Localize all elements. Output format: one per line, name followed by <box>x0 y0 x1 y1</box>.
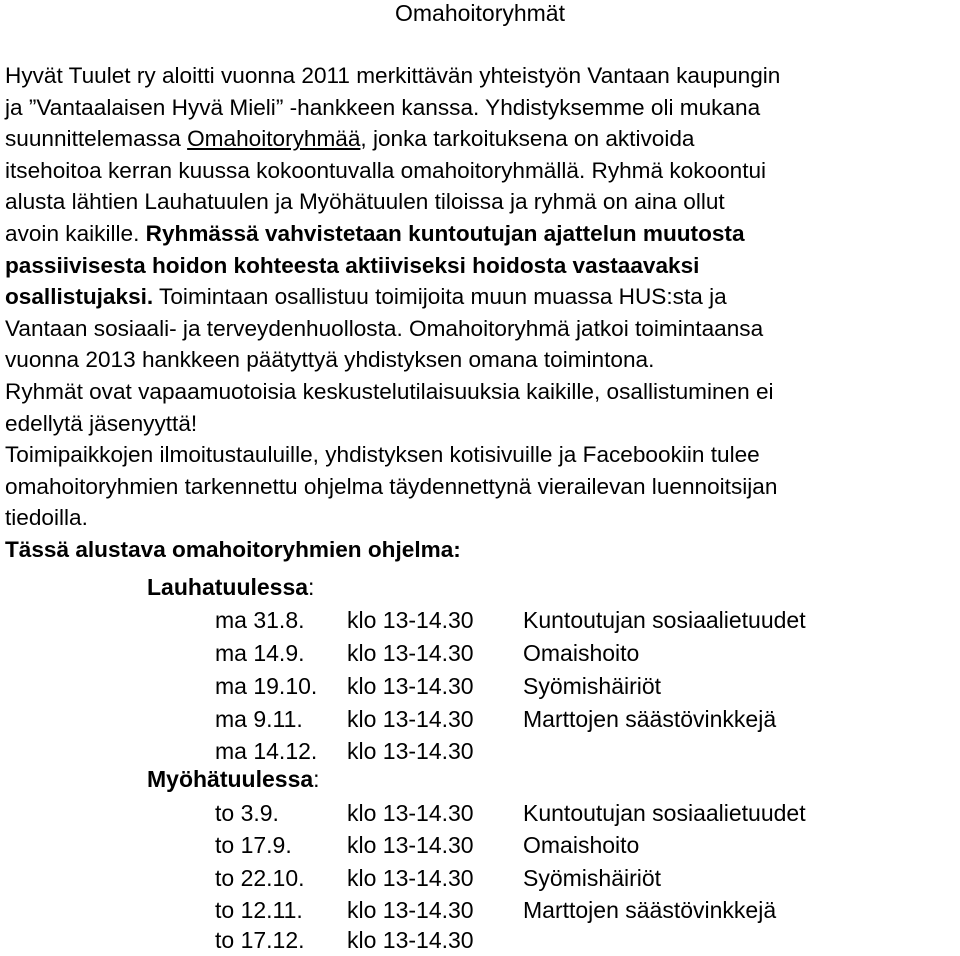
schedule-date: ma 14.12. <box>215 738 318 764</box>
schedule-time: klo 13-14.30 <box>347 865 474 891</box>
intro-line-13: Toimipaikkojen ilmoitustauluille, yhdistyksen kotisivuille ja Facebookiin tulee <box>5 442 760 468</box>
intro-line-8-bold: osallistujaksi. <box>5 284 154 310</box>
schedule-row <box>0 604 960 636</box>
intro-line-12: edellytä jäsenyyttä! <box>5 410 198 436</box>
schedule-date: ma 14.9. <box>215 640 305 666</box>
schedule-row <box>0 637 960 669</box>
schedule-topic: Omaishoito <box>523 640 640 666</box>
schedule-topic: Kuntoutujan sosiaalietuudet <box>523 800 806 826</box>
intro-line-11: Ryhmät ovat vapaamuotoisia keskustelutilaisuuksia kaikille, osallistuminen ei <box>5 378 774 404</box>
schedule-time: klo 13-14.30 <box>347 607 474 633</box>
page-title: Omahoitoryhmät <box>394 0 565 26</box>
intro-line-15: tiedoilla. <box>5 505 88 531</box>
schedule-topic: Omaishoito <box>523 832 640 858</box>
schedule-date: ma 19.10. <box>215 673 318 699</box>
intro-line-9: Vantaan sosiaali- ja terveydenhuollosta. Omahoitoryhmä jatkoi toimintaansa <box>5 315 764 341</box>
schedule-row <box>0 829 960 861</box>
schedule-time: klo 13-14.30 <box>347 673 474 699</box>
venue-myohatuuli <box>147 764 320 794</box>
venue-myohatuuli-name: Myöhätuulessa <box>147 766 314 792</box>
intro-line-3-start: suunnittelemassa <box>5 126 188 152</box>
venue-myohatuuli-colon: : <box>313 766 320 792</box>
venue-lauhatuuli-colon: : <box>308 574 315 600</box>
schedule-time: klo 13-14.30 <box>347 832 474 858</box>
schedule-time: klo 13-14.30 <box>347 927 474 953</box>
schedule-row <box>0 924 960 956</box>
schedule-row <box>0 735 960 767</box>
schedule-date: ma 31.8. <box>215 607 305 633</box>
schedule-time: klo 13-14.30 <box>347 897 474 923</box>
schedule-topic: Syömishäiriöt <box>523 673 662 699</box>
schedule-topic: Kuntoutujan sosiaalietuudet <box>523 607 806 633</box>
schedule-row <box>0 862 960 894</box>
intro-line-6-bold: Ryhmässä vahvistetaan kuntoutujan ajattelun muutosta <box>145 220 745 246</box>
schedule-date: to 3.9. <box>215 800 279 826</box>
schedule-time: klo 13-14.30 <box>347 640 474 666</box>
schedule-topic: Syömishäiriöt <box>523 865 662 891</box>
intro-line-10: vuonna 2013 hankkeen päätyttyä yhdistyksen omana toimintona. <box>5 347 655 373</box>
schedule-date: to 17.12. <box>215 927 305 953</box>
venue-lauhatuuli-name: Lauhatuulessa <box>147 574 309 600</box>
omahoitoryhma-link[interactable]: Omahoitoryhmää <box>187 126 361 152</box>
schedule-row <box>0 894 960 926</box>
schedule-row <box>0 703 960 735</box>
program-heading: Tässä alustava omahoitoryhmien ohjelma: <box>5 536 461 562</box>
intro-line-4: itsehoitoa kerran kuussa kokoontuvalla omahoitoryhmällä. Ryhmä kokoontui <box>5 157 767 183</box>
schedule-time: klo 13-14.30 <box>347 800 474 826</box>
schedule-row <box>0 670 960 702</box>
intro-line-8-end: Toimintaan osallistuu toimijoita muun muassa HUS:sta ja <box>153 284 727 310</box>
intro-line-1: Hyvät Tuulet ry aloitti vuonna 2011 merkittävän yhteistyön Vantaan kaupungin <box>5 63 781 88</box>
intro-line-2: ja ”Vantaalaisen Hyvä Mieli” -hankkeen kanssa. Yhdistyksemme oli mukana <box>5 94 761 120</box>
intro-line-5: alusta lähtien Lauhatuulen ja Myöhätuulen tiloissa ja ryhmä on aina ollut <box>5 189 725 215</box>
schedule-time: klo 13-14.30 <box>347 706 474 732</box>
schedule-date: to 22.10. <box>215 865 305 891</box>
venue-lauhatuuli <box>147 572 314 602</box>
intro-line-6-start: avoin kaikille. <box>5 220 146 246</box>
schedule-date: ma 9.11. <box>215 706 303 732</box>
intro-line-3-end: , jonka tarkoituksena on aktivoida <box>360 126 695 152</box>
schedule-row <box>0 797 960 829</box>
schedule-date: to 12.11. <box>215 897 303 923</box>
schedule-topic: Marttojen säästövinkkejä <box>523 897 777 923</box>
schedule-topic: Marttojen säästövinkkejä <box>523 706 777 732</box>
intro-line-14: omahoitoryhmien tarkennettu ohjelma täydennettynä vierailevan luennoitsijan <box>5 473 778 499</box>
intro-line-7-bold: passiivisesta hoidon kohteesta aktiiviseksi hoidosta vastaavaksi <box>5 252 700 278</box>
schedule-time: klo 13-14.30 <box>347 738 474 764</box>
schedule-date: to 17.9. <box>215 832 292 858</box>
